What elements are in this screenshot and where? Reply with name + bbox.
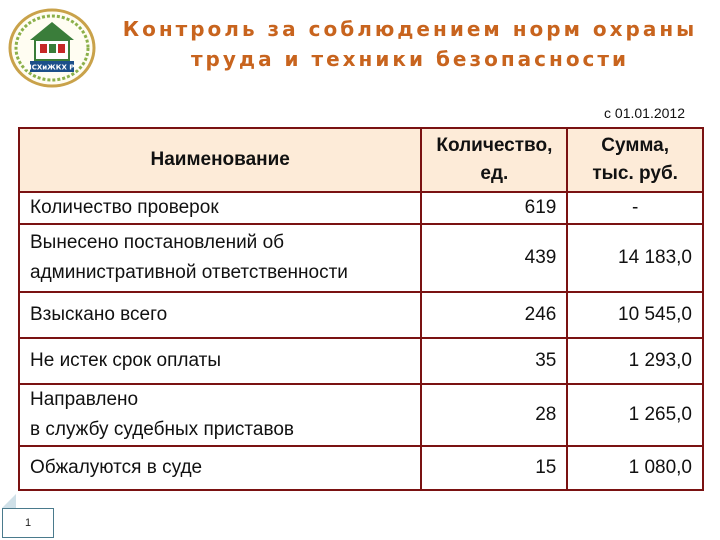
logo-text: МСХиЖКХ РТ (24, 63, 80, 72)
page-number: 1 (2, 508, 54, 538)
ministry-emblem-icon (8, 8, 96, 88)
row-count: 28 (421, 384, 567, 446)
row-count: 246 (421, 292, 567, 338)
page-title (110, 14, 710, 74)
header-count: Количество, ед. (421, 128, 567, 192)
date-label: с 01.01.2012 (604, 105, 685, 121)
table-row (19, 292, 703, 338)
row-sum: 1 080,0 (567, 446, 703, 490)
row-sum: 1 265,0 (567, 384, 703, 446)
page-number-corner (2, 494, 16, 508)
row-sum: 1 293,0 (567, 338, 703, 384)
row-sum: 10 545,0 (567, 292, 703, 338)
header-sum: Сумма, тыс. руб. (567, 128, 703, 192)
table-row (19, 384, 703, 446)
row-sum: 14 183,0 (567, 224, 703, 292)
inspections-table (18, 127, 704, 491)
table-row (19, 338, 703, 384)
table-row (19, 192, 703, 224)
ministry-logo (8, 8, 96, 88)
header-name: Наименование (19, 128, 421, 192)
title-line-1: Контроль за соблюдением норм охраны (122, 17, 698, 41)
row-count: 15 (421, 446, 567, 490)
row-name: Вынесено постановлений об административной ответственности (19, 224, 421, 292)
row-name: Количество проверок (19, 192, 421, 224)
row-sum: - (567, 192, 703, 224)
row-name: Не истек срок оплаты (19, 338, 421, 384)
table-row (19, 224, 703, 292)
table-row (19, 446, 703, 490)
table-header-row (19, 128, 703, 192)
title-line-2: труда и техники безопасности (190, 47, 630, 71)
row-name: Обжалуются в суде (19, 446, 421, 490)
row-name: Взыскано всего (19, 292, 421, 338)
row-count: 619 (421, 192, 567, 224)
row-count: 35 (421, 338, 567, 384)
row-count: 439 (421, 224, 567, 292)
row-name: Направлено в службу судебных приставов (19, 384, 421, 446)
